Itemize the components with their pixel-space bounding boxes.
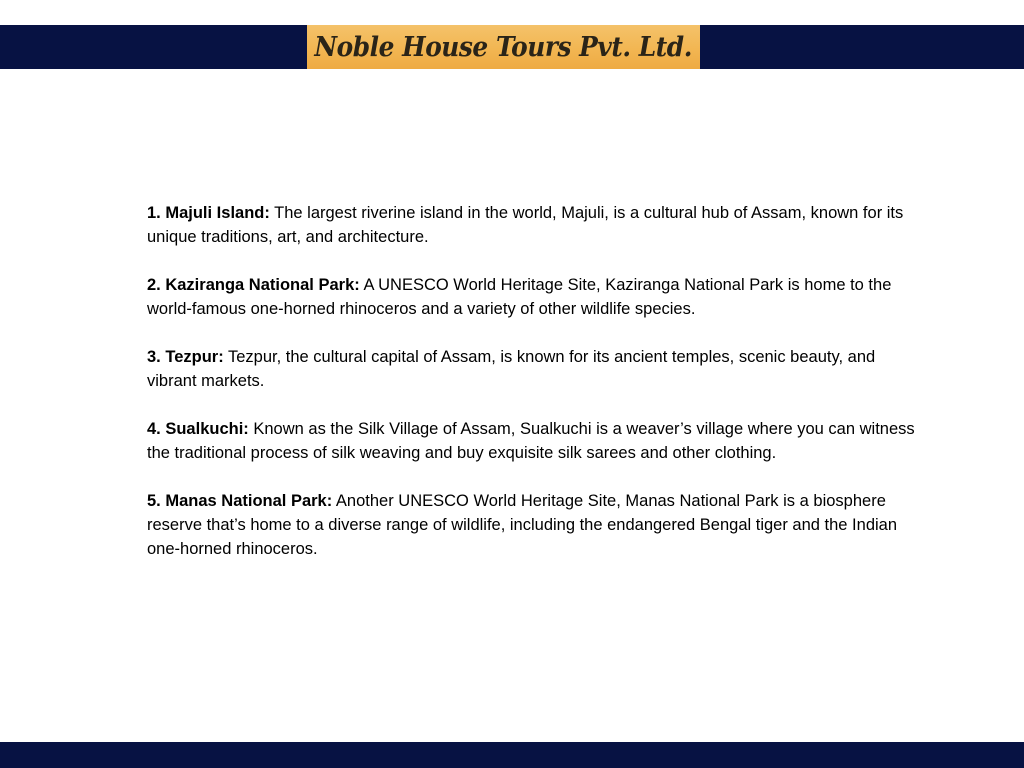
- item-description: The largest riverine island in the world, Majuli, is a cultural hub of Assam, known for its unique traditions, art, and architecture.: [147, 204, 904, 246]
- company-logo: [307, 25, 700, 69]
- item-title: 2. Kaziranga National Park:: [147, 276, 360, 294]
- list-item: [147, 201, 922, 249]
- list-item: [147, 417, 922, 465]
- item-title: 4. Sualkuchi:: [147, 420, 249, 438]
- item-title: 1. Majuli Island:: [147, 204, 270, 222]
- item-description: Tezpur, the cultural capital of Assam, is known for its ancient temples, scenic beauty, and vibrant markets.: [147, 348, 876, 390]
- list-item: [147, 489, 922, 561]
- item-description: A UNESCO World Heritage Site, Kaziranga National Park is home to the world-famous one-horned rhinoceros and a variety of other wildlife species.: [147, 276, 892, 318]
- list-item: [147, 273, 922, 321]
- attractions-list: [147, 201, 922, 585]
- company-name: Noble House Tours Pvt. Ltd.: [314, 31, 693, 63]
- list-item: [147, 345, 922, 393]
- item-title: 3. Tezpur:: [147, 348, 224, 366]
- item-description: Known as the Silk Village of Assam, Sualkuchi is a weaver’s village where you can witness the traditional process of silk weaving and buy exquisite silk sarees and other clothing.: [147, 420, 915, 462]
- footer-band: [0, 742, 1024, 768]
- item-description: Another UNESCO World Heritage Site, Manas National Park is a biosphere reserve that’s home to a diverse range of wildlife, including the endangered Bengal tiger and the Indian one-horned rhinoceros.: [147, 492, 898, 558]
- item-title: 5. Manas National Park:: [147, 492, 333, 510]
